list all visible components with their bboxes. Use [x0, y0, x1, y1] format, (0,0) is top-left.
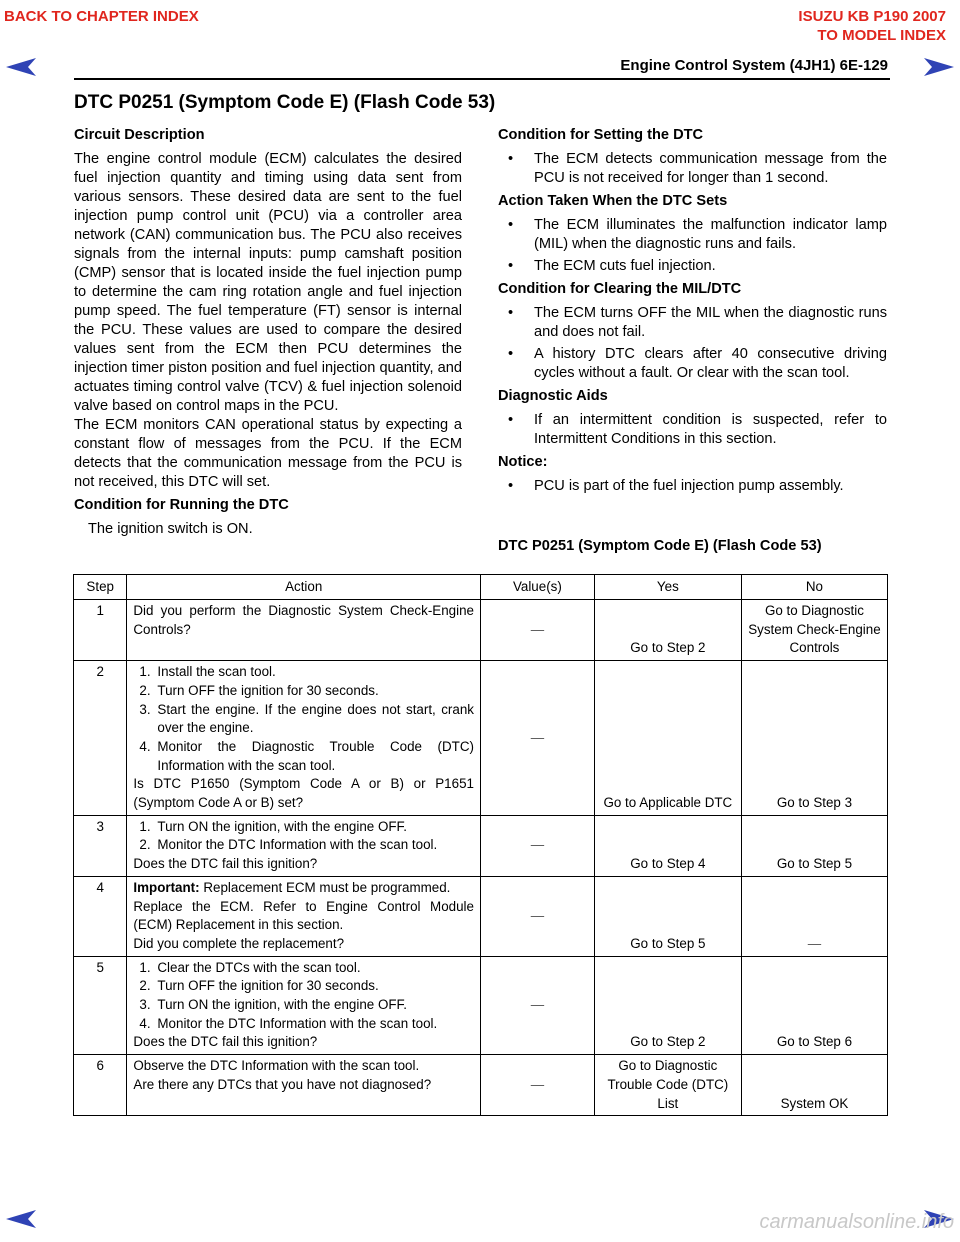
action-text: Observe the DTC Information with the scan tool. — [133, 1058, 420, 1074]
step-number: 6 — [74, 1055, 127, 1116]
action-step: 1. Turn ON the ignition, with the engine OFF. — [139, 818, 407, 834]
setting-condition-item: • The ECM detects communication message from the PCU is not received for longer than 1 second. — [498, 150, 887, 188]
notice-item: • PCU is part of the fuel injection pump assembly. — [498, 477, 887, 496]
action-step: 2. Turn OFF the ignition for 30 seconds. — [139, 682, 379, 698]
action-taken-heading: Action Taken When the DTC Sets — [498, 193, 728, 209]
header-rule — [74, 78, 890, 80]
header-yes: Yes — [594, 575, 741, 600]
header-action: Action — [127, 575, 481, 600]
running-condition-heading: Condition for Running the DTC — [74, 497, 289, 513]
step-number: 4 — [74, 876, 127, 956]
clearing-condition-item: • A history DTC clears after 40 consecutive driving cycles without a fault. Or clear with the scan tool. — [498, 345, 887, 383]
to-model-index-link[interactable]: TO MODEL INDEX — [817, 27, 946, 44]
value-cell: — — [480, 956, 594, 1055]
step-number: 2 — [74, 661, 127, 816]
yes-cell: Go to Step 2 — [594, 600, 741, 661]
action-step: 2. Turn OFF the ignition for 30 seconds. — [139, 978, 379, 994]
header-values: Value(s) — [480, 575, 594, 600]
page-header-title: Engine Control System (4JH1) 6E-129 — [620, 57, 888, 74]
action-step: 3. Start the engine. If the engine does not start, crank over the engine. — [139, 701, 474, 736]
value-cell: — — [480, 661, 594, 816]
diagnostic-table — [73, 574, 888, 1116]
yes-cell: Go to Step 5 — [594, 876, 741, 956]
no-cell: Go to Diagnostic System Check-Engine Controls — [741, 600, 887, 661]
circuit-description-text-2: The ECM monitors CAN operational status by expecting a constant flow of messages from the PCU. If the ECM detects that the communication message from the PCU is not received, this DTC will set. — [74, 417, 462, 490]
yes-cell: Go to Diagnostic Trouble Code (DTC) List — [594, 1055, 741, 1116]
no-cell: Go to Step 6 — [741, 956, 887, 1055]
right-column — [498, 126, 887, 500]
table-row — [74, 815, 888, 876]
action-question: Did you complete the replacement? — [133, 935, 345, 951]
no-cell: — — [741, 876, 887, 956]
important-note: Important: Replacement ECM must be programmed. — [133, 879, 451, 895]
action-question: Is DTC P1650 (Symptom Code A or B) or P1651 (Symptom Code A or B) set? — [133, 776, 474, 811]
action-step: 4. Monitor the Diagnostic Trouble Code (DTC) Information with the scan tool. — [139, 738, 474, 773]
clearing-condition-item: • The ECM turns OFF the MIL when the diagnostic runs and does not fail. — [498, 304, 887, 342]
circuit-description-text: The engine control module (ECM) calculates the desired fuel injection quantity and timing using data sent from various sensors. These desired data are sent to the fuel injection pump control unit (PCU) via a controller area network (CAN) communication bus. The PCU also receives signals from the internal inputs: pump camshaft position (CMP) sensor that is located inside the fuel injection pump to determine the cam ring rotation angle and fuel injection pump speed. The fuel temperature (FT) sensor is internal the PCU. These values are used to compare the desired values sent from the ECM then PCU determines the injection timer piston position and fuel injection quantity, and actuates timing control valve (TCV) & fuel injection solenoid valve based on control maps in the PCU. — [74, 151, 462, 414]
no-cell: System OK — [741, 1055, 887, 1116]
value-cell: — — [480, 815, 594, 876]
action-taken-item: • The ECM illuminates the malfunction indicator lamp (MIL) when the diagnostic runs and fails. — [498, 216, 887, 254]
yes-cell: Go to Step 4 — [594, 815, 741, 876]
watermark: carmanualsonline.info — [759, 1211, 954, 1233]
next-page-arrow-icon[interactable] — [924, 58, 954, 76]
no-cell: Go to Step 5 — [741, 815, 887, 876]
step-number: 3 — [74, 815, 127, 876]
table-row — [74, 1055, 888, 1116]
step-number: 5 — [74, 956, 127, 1055]
table-row — [74, 661, 888, 816]
setting-condition-heading: Condition for Setting the DTC — [498, 127, 704, 143]
yes-cell: Go to Applicable DTC — [594, 661, 741, 816]
action-step: 2. Monitor the DTC Information with the scan tool. — [139, 837, 438, 853]
running-condition-text: The ignition switch is ON. — [88, 521, 253, 537]
circuit-description-heading: Circuit Description — [74, 127, 205, 143]
action-step: 4. Monitor the DTC Information with the scan tool. — [139, 1015, 438, 1031]
action-text: Did you perform the Diagnostic System Check-Engine Controls? — [133, 603, 474, 637]
value-cell: — — [480, 1055, 594, 1116]
action-step: 3. Turn ON the ignition, with the engine OFF. — [139, 997, 407, 1013]
table-caption: DTC P0251 (Symptom Code E) (Flash Code 53) — [498, 538, 822, 554]
clearing-condition-heading: Condition for Clearing the MIL/DTC — [498, 281, 742, 297]
value-cell: — — [480, 876, 594, 956]
action-taken-item: • The ECM cuts fuel injection. — [498, 257, 887, 276]
back-to-chapter-index-link[interactable]: BACK TO CHAPTER INDEX — [4, 8, 199, 25]
no-cell: Go to Step 3 — [741, 661, 887, 816]
action-question: Are there any DTCs that you have not diagnosed? — [133, 1076, 432, 1092]
previous-page-arrow-bottom-icon[interactable] — [6, 1210, 36, 1228]
action-question: Does the DTC fail this ignition? — [133, 1034, 318, 1050]
yes-cell: Go to Step 2 — [594, 956, 741, 1055]
value-cell: — — [480, 600, 594, 661]
action-step: 1. Clear the DTCs with the scan tool. — [139, 959, 361, 975]
action-text: Replace the ECM. Refer to Engine Control Module (ECM) Replacement in this section. — [133, 898, 474, 933]
header-step: Step — [74, 575, 127, 600]
action-step: 1. Install the scan tool. — [139, 664, 276, 680]
action-question: Does the DTC fail this ignition? — [133, 856, 318, 872]
table-row — [74, 600, 888, 661]
notice-heading: Notice: — [498, 454, 548, 470]
page-title: DTC P0251 (Symptom Code E) (Flash Code 53) — [74, 92, 496, 113]
table-row — [74, 956, 888, 1055]
table-row — [74, 876, 888, 956]
header-no: No — [741, 575, 887, 600]
diagnostic-aids-item: • If an intermittent condition is suspected, refer to Intermittent Conditions in this section. — [498, 411, 887, 449]
left-column — [74, 126, 462, 539]
model-name-link[interactable]: ISUZU KB P190 2007 — [798, 8, 946, 25]
diagnostic-aids-heading: Diagnostic Aids — [498, 388, 608, 404]
previous-page-arrow-icon[interactable] — [6, 58, 36, 76]
step-number: 1 — [74, 600, 127, 661]
table-header-row — [74, 575, 888, 600]
